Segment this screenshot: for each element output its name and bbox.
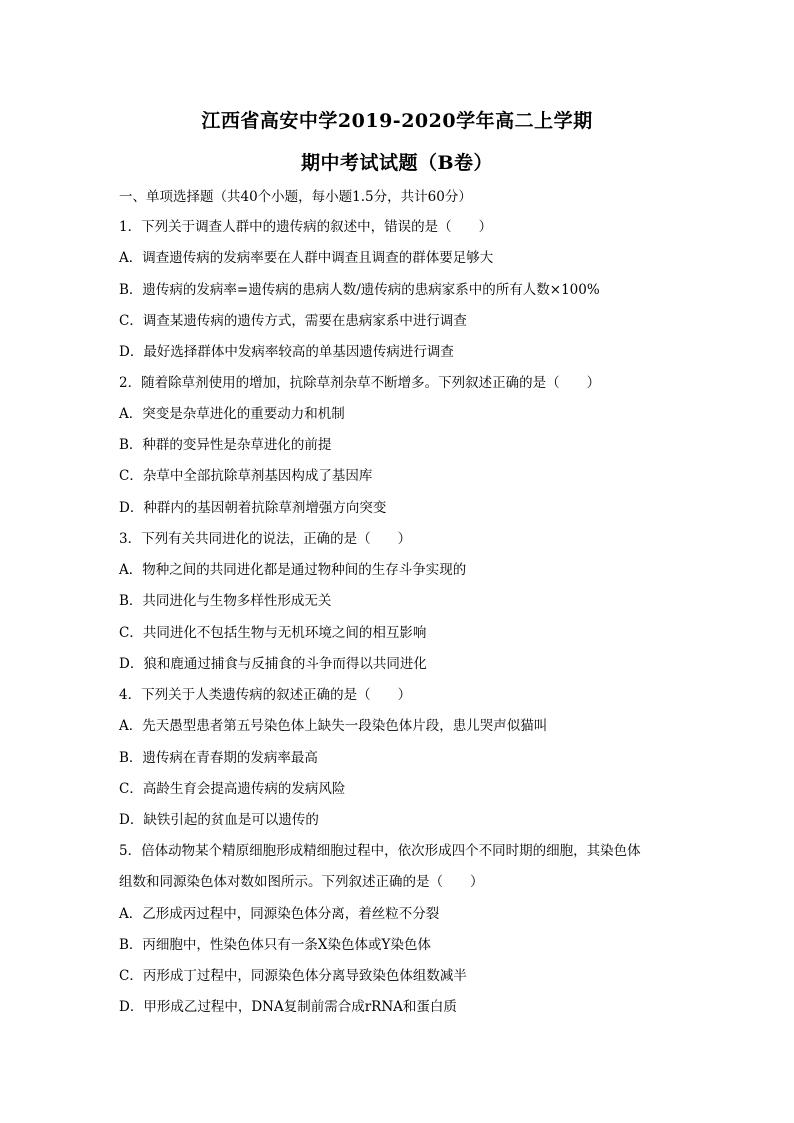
question-2-option-a: A．突变是杂草进化的重要动力和机制 — [119, 406, 345, 422]
question-4-option-c: C．高龄生育会提高遗传病的发病风险 — [119, 781, 346, 797]
question-5-option-d: D．甲形成乙过程中，DNA复制前需合成rRNA和蛋白质 — [119, 999, 457, 1015]
section-heading: 一、单项选择题（共40个小题，每小题1.5分，共计60分） — [119, 189, 472, 205]
question-3-stem: 3．下列有关共同进化的说法，正确的是（ ） — [119, 531, 412, 547]
question-5-option-b: B．丙细胞中，性染色体只有一条X染色体或Y染色体 — [119, 937, 431, 953]
question-1-option-c: C．调查某遗传病的遗传方式，需要在患病家系中进行调查 — [119, 313, 467, 329]
question-1-option-b: B．遗传病的发病率=遗传病的患病人数/遗传病的患病家系中的所有人数×100% — [119, 282, 600, 298]
question-3-option-c: C．共同进化不包括生物与无机环境之间的相互影响 — [119, 625, 427, 641]
question-5-option-c: C．丙形成丁过程中，同源染色体分离导致染色体组数减半 — [119, 968, 467, 984]
question-5-option-a: A．乙形成丙过程中，同源染色体分离，着丝粒不分裂 — [119, 906, 440, 922]
question-3-option-d: D．狼和鹿通过捕食与反捕食的斗争而得以共同进化 — [119, 656, 427, 672]
question-2-option-d: D．种群内的基因朝着抗除草剂增强方向突变 — [119, 500, 387, 516]
question-2-option-c: C．杂草中全部抗除草剂基因构成了基因库 — [119, 468, 373, 484]
question-3-option-a: A．物种之间的共同进化都是通过物种间的生存斗争实现的 — [119, 562, 467, 578]
question-1-stem: 1．下列关于调查人群中的遗传病的叙述中，错误的是（ ） — [119, 219, 493, 235]
question-5-stem-line-2: 组数和同源染色体对数如图所示。下列叙述正确的是（ ） — [119, 874, 484, 890]
question-4-option-d: D．缺铁引起的贫血是可以遗传的 — [119, 812, 319, 828]
question-2-option-b: B．种群的变异性是杂草进化的前提 — [119, 437, 332, 453]
question-4-stem: 4．下列关于人类遗传病的叙述正确的是（ ） — [119, 687, 412, 703]
question-1-option-d: D．最好选择群体中发病率较高的单基因遗传病进行调查 — [119, 344, 454, 360]
question-2-stem: 2．随着除草剂使用的增加，抗除草剂杂草不断增多。下列叙述正确的是（ ） — [119, 375, 601, 391]
question-5-stem-line-1: 5．倍体动物某个精原细胞形成精细胞过程中，依次形成四个不同时期的细胞，其染色体 — [119, 843, 641, 859]
question-1-option-a: A．调查遗传病的发病率要在人群中调查且调查的群体要足够大 — [119, 250, 494, 266]
document-title: 江西省高安中学2019-2020学年高二上学期 — [201, 110, 593, 132]
question-4-option-a: A．先天愚型患者第五号染色体上缺失一段染色体片段，患儿哭声似猫叫 — [119, 718, 548, 734]
question-4-option-b: B．遗传病在青春期的发病率最高 — [119, 750, 318, 766]
question-3-option-b: B．共同进化与生物多样性形成无关 — [119, 593, 332, 609]
document-subtitle: 期中考试试题（B卷） — [300, 152, 494, 174]
